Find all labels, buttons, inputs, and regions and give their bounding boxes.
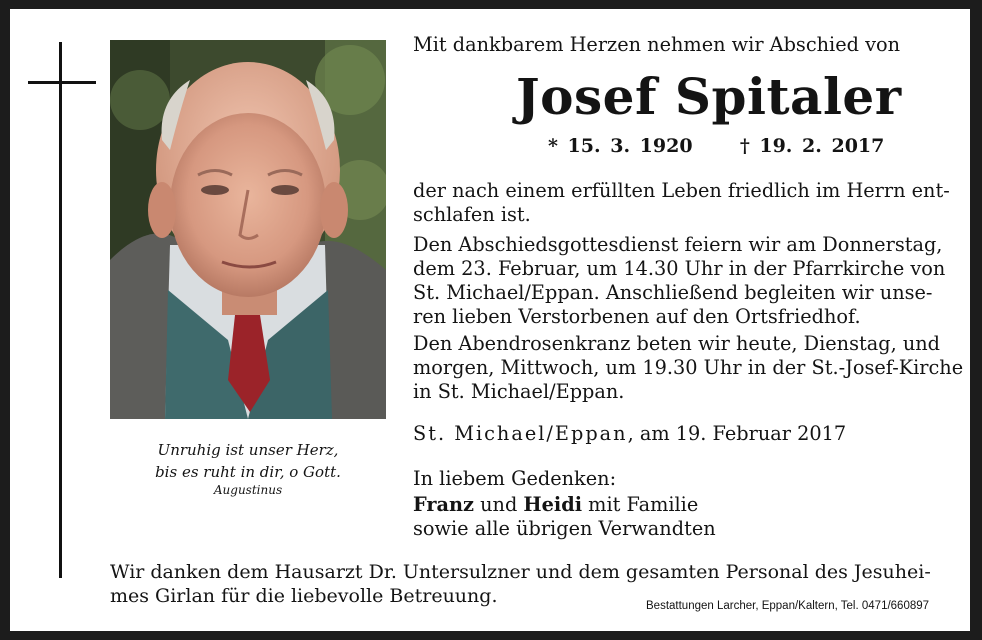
date: , am 19. Februar 2017 (627, 422, 847, 445)
obituary-card (10, 9, 970, 631)
relatives-line: sowie alle übrigen Verwandten (413, 517, 716, 540)
cross-icon (59, 42, 62, 578)
para2-line-1: Den Abschiedsgottesdienst feiern wir am Donnerstag, (413, 233, 943, 256)
para1-line-2: schlafen ist. (413, 203, 531, 226)
family-line (413, 493, 698, 518)
para2-line-4: ren lieben Verstorbenen auf den Ortsfriedhof. (413, 305, 861, 328)
birth-date: * 15. 3. 1920 (548, 135, 693, 157)
undertaker-credit: Bestattungen Larcher, Eppan/Kaltern, Tel. 0471/660897 (646, 600, 930, 612)
life-dates (548, 135, 884, 157)
thanks-line-2: mes Girlan für die liebevolle Betreuung. (110, 585, 498, 607)
remembrance: In liebem Gedenken: (413, 467, 617, 490)
quote-line-2: bis es ruht in dir, o Gott. (155, 463, 341, 481)
quote-author: Augustinus (213, 483, 283, 497)
para2-line-2: dem 23. Februar, um 14.30 Uhr in der Pfarrkirche von (413, 257, 946, 280)
death-date: † 19. 2. 2017 (739, 135, 885, 157)
cross-icon-bar (28, 81, 96, 84)
para2-line-3: St. Michael/Eppan. Anschließend begleiten wir unse- (413, 281, 933, 304)
para3-line-3: in St. Michael/Eppan. (413, 380, 625, 403)
para3-line-2: morgen, Mittwoch, um 19.30 Uhr in der St.-Josef-Kirche (413, 356, 964, 379)
intro-line: Mit dankbarem Herzen nehmen wir Abschied von (413, 33, 901, 56)
para1-line-1: der nach einem erfüllten Leben friedlich im Herrn ent- (413, 179, 950, 202)
place: St. Michael/Eppan (413, 422, 628, 445)
and-word: und (473, 493, 524, 516)
deceased-name: Josef Spitaler (516, 67, 902, 126)
quote-line-1: Unruhig ist unser Herz, (157, 441, 339, 459)
portrait-photo (110, 40, 386, 419)
name-heidi: Heidi (523, 493, 583, 516)
family-rest: mit Familie (582, 493, 699, 516)
para3-line-1: Den Abendrosenkranz beten wir heute, Dienstag, und (413, 332, 941, 355)
thanks-line-1: Wir danken dem Hausarzt Dr. Untersulzner und dem gesamten Personal des Jesuhei- (110, 561, 931, 583)
place-date (413, 422, 846, 447)
name-franz: Franz (413, 493, 474, 516)
